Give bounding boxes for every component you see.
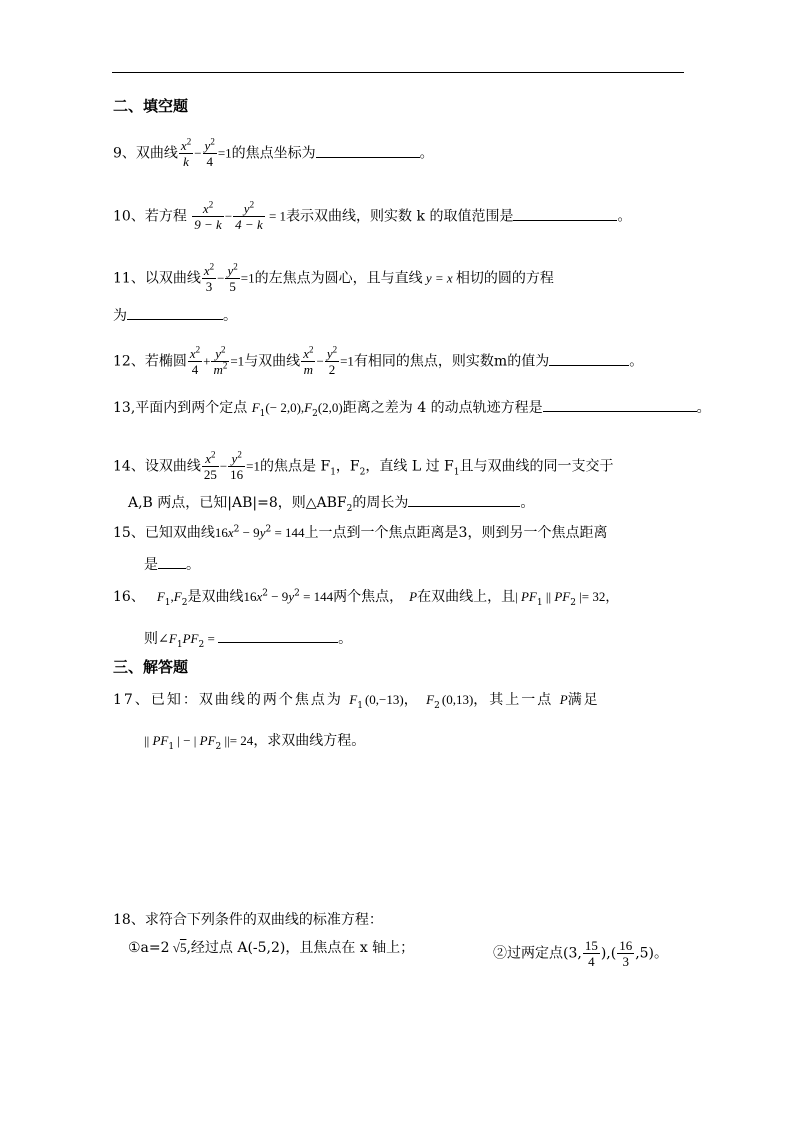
question-9: 9、双曲线 $\frac{x^2}{k}$ − $\frac{y^2}{4}$ =1的焦点坐标为 。 — [113, 136, 434, 169]
top-rule — [112, 72, 684, 73]
question-16: 16、 $F_1,F_2$是双曲线$16x^2 - 9y^2 = 144$两个焦点， P在双曲线上，且| $PF_1$ || $PF_2$ |= 32， — [113, 588, 619, 608]
question-15-cont: 是 。 — [144, 557, 200, 573]
section-heading-answer: 三、解答题 — [113, 658, 189, 676]
question-13: 13,平面内到两个定点 $F_1(- 2,0),F_2(2,0)$距离之差为 4 的动点轨迹方程是 。 — [113, 400, 711, 419]
question-10: 10、若方程 $\frac{x^2}{9 - k}$ − $\frac{y^2}{4 - k}$ = 1表示双曲线，则实数 k 的取值范围是 。 — [113, 199, 632, 232]
question-18-part2: ②过两定点(3, $\frac{15}{4}$ ),( $\frac{16}{3}$ ,5)。 — [493, 938, 669, 969]
question-14-cont: A,B 两点，已知|AB|=8，则$\triangle ABF_2$的周长为 。 — [128, 495, 535, 514]
question-16-cont: 则$\angle F_1PF_2$ = 。 — [144, 631, 353, 650]
question-18: 18、求符合下列条件的双曲线的标准方程： — [113, 912, 383, 928]
question-17-cont: || $PF_1$ | − | $PF_2$ ||= 24，求双曲线方程。 — [144, 733, 366, 752]
section-heading-fill-in: 二、填空题 — [113, 97, 189, 115]
question-11-cont: 为 。 — [113, 308, 237, 324]
question-18-part1: ①a=2 √5,经过点 A(-5,2)，且焦点在 x 轴上； — [128, 940, 415, 956]
question-12: 12、若椭圆 $\frac{x^2}{4}$ + $\frac{y^2}{m^2}$ =1与双曲线 $\frac{x^2}{m}$ − $\frac{y^2}{2}$ =1有相同的焦点，则实数m的值为 。 — [113, 344, 644, 377]
question-17: 17、已知：双曲线的两个焦点为 $F_1(0,-13)$， $F_2(0,13)$，其上一点 P满足 — [113, 692, 600, 711]
question-11: 11、以双曲线 $\frac{x^2}{3}$ − $\frac{y^2}{5}$ =1的左焦点为圆心，且与直线 y = x 相切的圆的方程 — [113, 261, 554, 294]
question-14: 14、设双曲线 $\frac{x^2}{25}$ − $\frac{y^2}{16}$ =1的焦点是 $F_1$，$F_2$，直线 L 过 $F_1$且与双曲线的同一支交于 — [113, 449, 614, 482]
question-15: 15、已知双曲线$16x^2 - 9y^2 = 144$上一点到一个焦点距离是3，则到另一个焦点距离 — [113, 524, 608, 541]
